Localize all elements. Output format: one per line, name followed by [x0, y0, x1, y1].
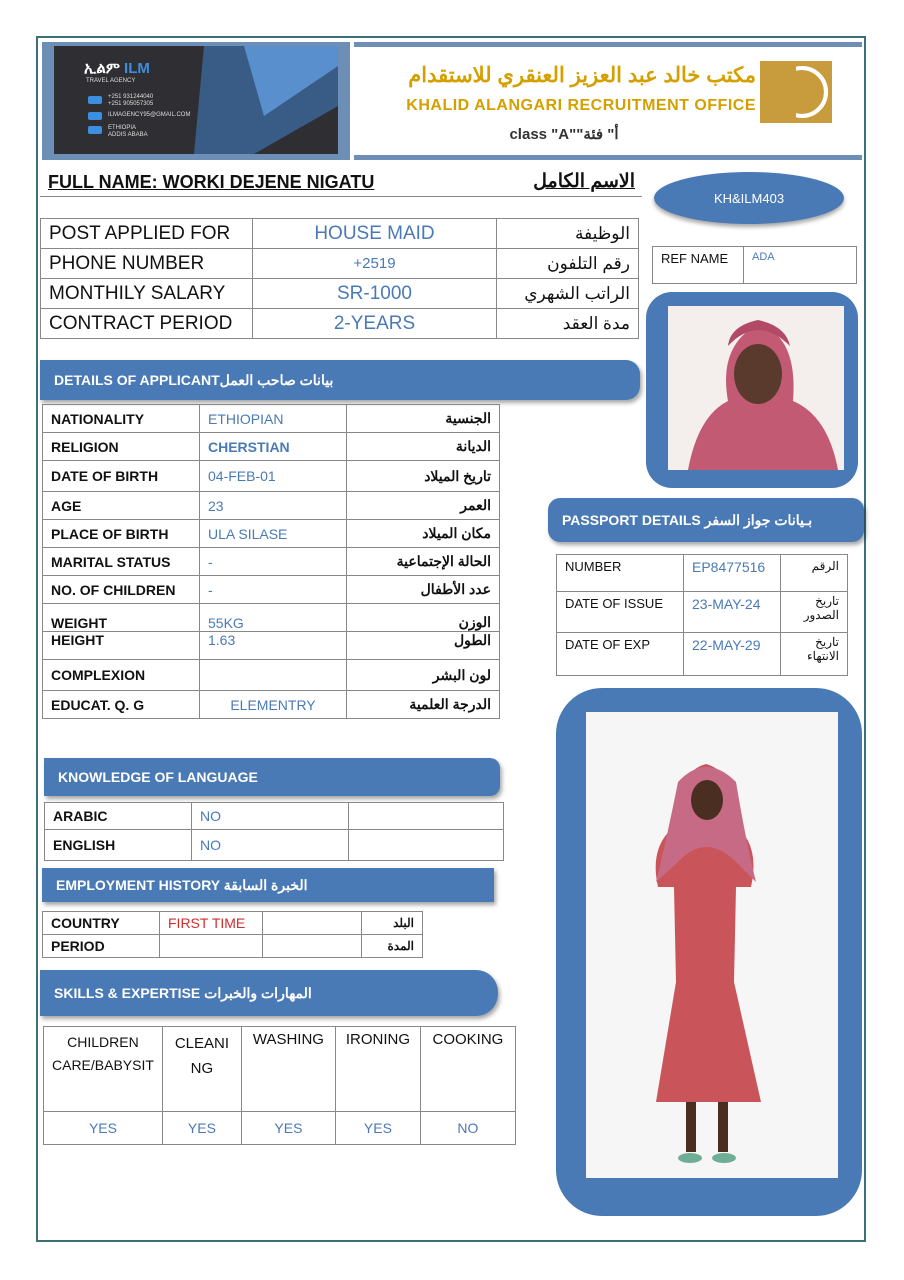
skill-header: CLEANING — [162, 1027, 241, 1112]
detail-label-arabic: عدد الأطفال — [347, 576, 500, 604]
detail-label-arabic: الجنسية — [347, 405, 500, 433]
table-row — [557, 633, 848, 676]
job-label-arabic: الراتب الشهري — [497, 279, 639, 309]
passport-label: DATE OF ISSUE — [557, 592, 684, 633]
email-icon — [88, 112, 102, 120]
table-row — [41, 219, 639, 249]
detail-value: ELEMENTRY — [200, 691, 347, 719]
language-table — [44, 802, 504, 861]
detail-value: 04-FEB-01 — [200, 461, 347, 492]
employment-label-arabic: البلد — [362, 912, 423, 935]
job-label-arabic: رقم التلفون — [497, 249, 639, 279]
job-label: MONTHILY SALARY — [41, 279, 253, 309]
detail-value: 1.63 — [200, 632, 347, 660]
table-row — [43, 576, 500, 604]
detail-value: - — [200, 576, 347, 604]
employment-label-arabic: المدة — [362, 935, 423, 958]
language-value: NO — [192, 803, 349, 830]
table-row — [45, 803, 504, 830]
detail-value — [200, 660, 347, 691]
table-row — [43, 548, 500, 576]
detail-label: RELIGION — [43, 433, 200, 461]
detail-label-arabic: تاريخ الميلاد — [347, 461, 500, 492]
detail-label: DATE OF BIRTH — [43, 461, 200, 492]
job-label: POST APPLIED FOR — [41, 219, 253, 249]
ref-name-label: REF NAME — [653, 247, 744, 284]
detail-label-arabic: مكان الميلاد — [347, 520, 500, 548]
skill-value: YES — [44, 1112, 163, 1145]
skill-value: YES — [335, 1112, 420, 1145]
office-header — [354, 42, 862, 160]
skill-value: YES — [241, 1112, 335, 1145]
office-class: class "A""أ" فئة — [509, 126, 619, 143]
table-row — [43, 405, 500, 433]
passport-label: DATE OF EXP — [557, 633, 684, 676]
agency-email: ILMAGENCY95@GMAIL.COM — [108, 112, 191, 118]
table-row — [43, 433, 500, 461]
employment-value: FIRST TIME — [160, 912, 263, 935]
language-value: NO — [192, 830, 349, 861]
detail-label-arabic: الطول — [347, 632, 500, 660]
skill-header: WASHING — [241, 1027, 335, 1112]
table-row — [44, 1027, 516, 1112]
language-label: ENGLISH — [45, 830, 192, 861]
agency-logo: ኢልም ILM — [84, 60, 150, 77]
detail-value: 23 — [200, 492, 347, 520]
office-name-english: KHALID ALANGARI RECRUITMENT OFFICE — [406, 97, 756, 114]
skill-value: NO — [420, 1112, 515, 1145]
applicant-code-badge: KH&ILM403 — [654, 172, 844, 224]
passport-value: 22-MAY-29 — [684, 633, 781, 676]
table-row — [43, 660, 500, 691]
passport-value: 23-MAY-24 — [684, 592, 781, 633]
job-label: CONTRACT PERIOD — [41, 309, 253, 339]
language-label: ARABIC — [45, 803, 192, 830]
detail-label-arabic: الدرجة العلمية — [347, 691, 500, 719]
office-logo-graphic — [760, 61, 832, 123]
detail-label: AGE — [43, 492, 200, 520]
detail-label: MARITAL STATUS — [43, 548, 200, 576]
table-row — [43, 492, 500, 520]
skill-header: CHILDREN CARE/BABYSIT — [44, 1027, 163, 1112]
office-logo — [760, 61, 832, 123]
table-row — [557, 555, 848, 592]
detail-label: NATIONALITY — [43, 405, 200, 433]
detail-value: ETHIOPIAN — [200, 405, 347, 433]
job-value: +2519 — [253, 249, 497, 279]
portrait-graphic — [668, 306, 844, 470]
detail-label: WEIGHT — [43, 604, 200, 632]
knowledge-of-language-bar: KNOWLEDGE OF LANGUAGE — [44, 758, 500, 796]
detail-label-arabic: الحالة الإجتماعية — [347, 548, 500, 576]
office-name-arabic: مكتب خالد عبد العزيز العنقري للاستقدام — [408, 64, 756, 87]
table-row — [45, 830, 504, 861]
portrait-photo-frame — [646, 292, 858, 488]
table-row — [43, 691, 500, 719]
full-body-photo — [586, 712, 838, 1178]
language-extra — [349, 830, 504, 861]
full-name-arabic: الاسم الكامل — [533, 171, 635, 192]
name-divider — [40, 196, 642, 197]
agency-card-inner — [54, 46, 338, 154]
passport-label-arabic: تاريخ الصدور — [781, 592, 848, 633]
skills-table — [43, 1026, 516, 1145]
full-body-graphic — [586, 712, 838, 1178]
table-row — [43, 632, 500, 660]
table-row — [41, 309, 639, 339]
job-value: HOUSE MAID — [253, 219, 497, 249]
passport-label-arabic: تاريخ الانتهاء — [781, 633, 848, 676]
job-label-arabic: مدة العقد — [497, 309, 639, 339]
table-row — [557, 592, 848, 633]
job-value: 2-YEARS — [253, 309, 497, 339]
job-label-arabic: الوظيفة — [497, 219, 639, 249]
passport-details-bar: PASSPORT DETAILS بـيانات جواز السفر — [548, 498, 864, 542]
table-row — [41, 249, 639, 279]
table-row — [43, 935, 423, 958]
location-icon — [88, 126, 102, 134]
table-row — [43, 520, 500, 548]
passport-value: EP8477516 — [684, 555, 781, 592]
detail-label-arabic: الديانة — [347, 433, 500, 461]
job-table — [40, 218, 639, 339]
agency-card — [42, 42, 350, 160]
language-extra — [349, 803, 504, 830]
employment-history-bar: EMPLOYMENT HISTORY الخبرة السابقة — [42, 868, 494, 902]
portrait-photo — [668, 306, 844, 470]
detail-label: NO. OF CHILDREN — [43, 576, 200, 604]
detail-label: HEIGHT — [43, 632, 200, 660]
detail-label: COMPLEXION — [43, 660, 200, 691]
passport-label: NUMBER — [557, 555, 684, 592]
skill-header: COOKING — [420, 1027, 515, 1112]
table-row — [43, 912, 423, 935]
detail-label-arabic: لون البشر — [347, 660, 500, 691]
passport-label-arabic: الرقم — [781, 555, 848, 592]
employment-table — [42, 911, 423, 958]
detail-value: CHERSTIAN — [200, 433, 347, 461]
table-row — [44, 1112, 516, 1145]
table-row — [43, 461, 500, 492]
job-label: PHONE NUMBER — [41, 249, 253, 279]
employment-value — [160, 935, 263, 958]
agency-location: ETHIOPIA ADDIS ABABA — [108, 125, 148, 138]
employment-label: PERIOD — [43, 935, 160, 958]
ref-name-table — [652, 246, 857, 284]
skill-value: YES — [162, 1112, 241, 1145]
detail-value: - — [200, 548, 347, 576]
details-of-applicant-bar: DETAILS OF APPLICANTبيانات صاحب العمل — [40, 360, 640, 400]
employment-extra — [263, 935, 362, 958]
skill-header: IRONING — [335, 1027, 420, 1112]
detail-value: ULA SILASE — [200, 520, 347, 548]
employment-extra — [263, 912, 362, 935]
detail-value: 55KG — [200, 604, 347, 632]
detail-label-arabic: الوزن — [347, 604, 500, 632]
table-row — [41, 279, 639, 309]
detail-label-arabic: العمر — [347, 492, 500, 520]
phone-icon — [88, 96, 102, 104]
skills-expertise-bar: SKILLS & EXPERTISE المهارات والخبرات — [40, 970, 498, 1016]
full-name: FULL NAME: WORKI DEJENE NIGATU — [48, 172, 375, 192]
table-row — [43, 604, 500, 632]
detail-label: PLACE OF BIRTH — [43, 520, 200, 548]
passport-table — [556, 554, 848, 676]
full-body-photo-frame — [556, 688, 862, 1216]
detail-label: EDUCAT. Q. G — [43, 691, 200, 719]
ref-name-value: ADA — [744, 247, 857, 284]
agency-phones: +251 931244040 +251 905057305 — [108, 94, 154, 107]
employment-label: COUNTRY — [43, 912, 160, 935]
job-value: SR-1000 — [253, 279, 497, 309]
details-table — [42, 404, 500, 719]
agency-subtitle: TRAVEL AGENCY — [86, 78, 136, 84]
